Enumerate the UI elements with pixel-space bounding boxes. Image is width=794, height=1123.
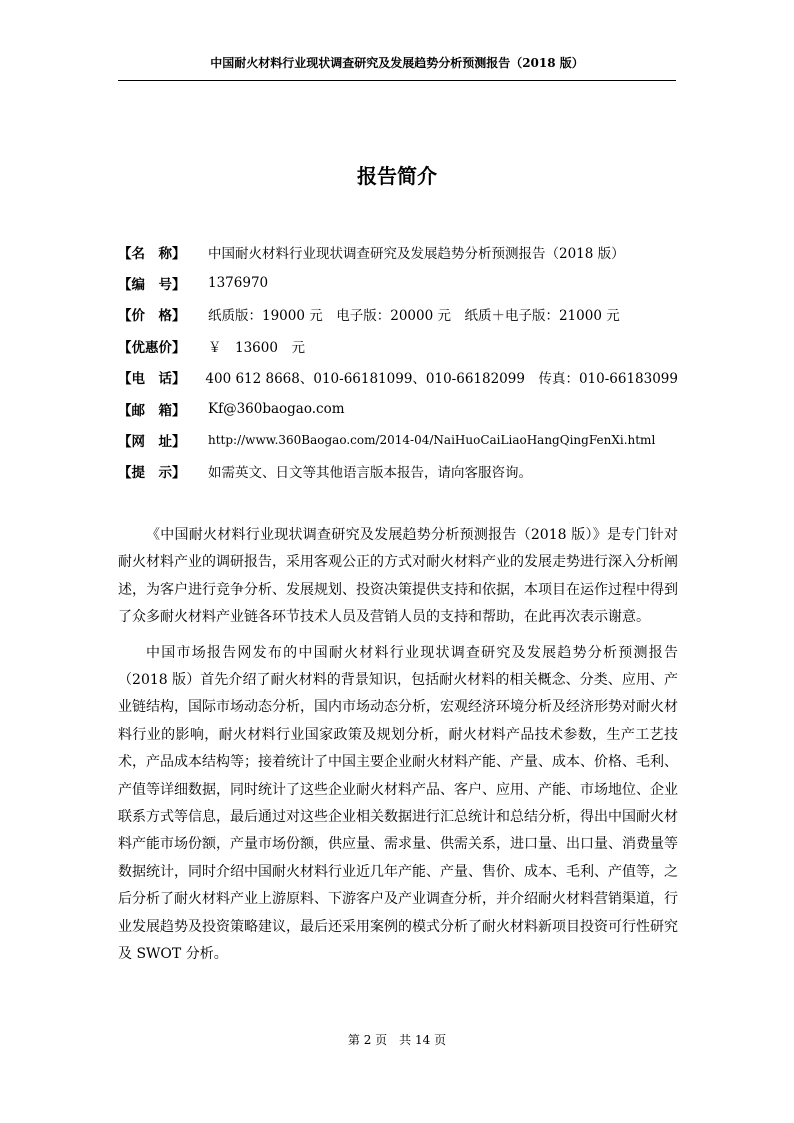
info-label: 【邮 箱】 (118, 402, 186, 419)
info-row-price (118, 299, 678, 330)
report-number-value: 1376970 (208, 275, 269, 292)
info-row-discount (118, 330, 678, 361)
info-row-number (118, 267, 678, 298)
header-divider (118, 80, 676, 81)
paragraph: 中国市场报告网发布的中国耐火材料行业现状调查研究及发展趋势分析预测报告（2018 版）首先介绍了耐火材料的背景知识，包括耐火材料的相关概念、分类、应用、产业链结构，国际市场动态分析，国内市场动态分析，宏观经济环境分析及经济形势对耐火材料行业的影响，耐火材料行业国家政策及规划分析，耐火材料产品技术参数，生产工艺技术，产品成本结构等；接着统计了中国主要企业耐火材料产能、产量、成本、价格、毛利、产值等详细数据，同时统计了这些企业耐火材料产品、客户、应用、产能、市场地位、企业联系方式等信息，最后通过对这些企业相关数据进行汇总统计和总结分析，得出中国耐火材料产能市场份额，产量市场份额，供应量、需求量、供需关系，进口量、出口量、消费量等数据统计，同时介绍中国耐火材料行业近几年产能、产量、售价、成本、毛利、产值等，之后分析了耐火材料产业上游原料、下游客户及产业调查分析，并介绍耐火材料营销渠道，行业发展趋势及投资策略建议，最后还采用案例的模式分析了耐火材料新项目投资可行性研究及 SWOT 分析。 (118, 644, 678, 963)
info-label: 【编 号】 (118, 277, 186, 294)
discount-price-value: ￥ 13600 元 (208, 339, 305, 356)
report-introduction (118, 522, 678, 969)
info-label: 【价 格】 (118, 308, 186, 325)
page-number: 第 2 页 共 14 页 (347, 1033, 447, 1047)
info-label: 【提 示】 (118, 465, 186, 482)
info-row-tip (118, 456, 678, 487)
info-row-phone (118, 362, 678, 393)
info-row-name (118, 236, 678, 267)
paragraph: 《中国耐火材料行业现状调查研究及发展趋势分析预测报告（2018 版）》是专门针对耐火材料产业的调研报告，采用客观公正的方式对耐火材料产业的发展走势进行深入分析阐述，为客户进行竞争分析、发展规划、投资决策提供支持和依据，本项目在运作过程中得到了众多耐火材料产业链各环节技术人员及营销人员的支持和帮助，在此再次表示谢意。 (118, 527, 678, 626)
info-label: 【网 址】 (118, 434, 186, 451)
info-label: 【电 话】 (118, 371, 186, 388)
email-link[interactable]: Kf@360baogao.com (208, 400, 345, 417)
info-row-email (118, 393, 678, 424)
url-link[interactable]: http://www.360Baogao.com/2014-04/NaiHuoCaiLiaoHangQingFenXi.html (208, 433, 656, 448)
info-label: 【名 称】 (118, 245, 186, 262)
price-value: 纸质版：19000 元 电子版：20000 元 纸质＋电子版：21000 元 (208, 308, 620, 325)
info-row-url (118, 424, 678, 455)
info-label: 【优惠价】 (118, 339, 186, 356)
report-name-value: 中国耐火材料行业现状调查研究及发展趋势分析预测报告（2018 版） (208, 245, 625, 262)
report-info-list (118, 236, 678, 487)
phone-value: 400 612 8668、010-66181099、010-66182099 传真：010-66183099 (205, 371, 678, 388)
running-header: 中国耐火材料行业现状调查研究及发展趋势分析预测报告（2018 版） (210, 56, 584, 70)
page-title: 报告简介 (357, 164, 437, 188)
tip-value: 如需英文、日文等其他语言版本报告，请向客服咨询。 (208, 465, 532, 482)
